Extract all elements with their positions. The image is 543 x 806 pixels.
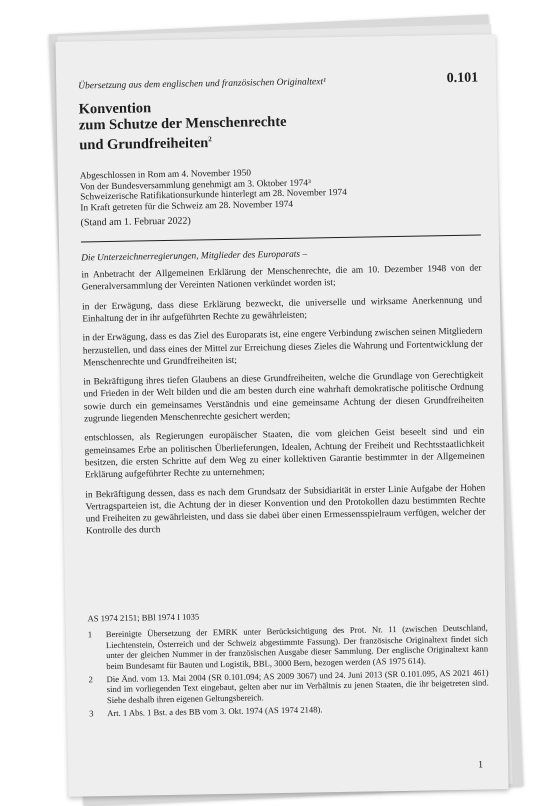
footnote-text: Die Änd. vom 13. Mai 2004 (SR 0.101.094; AS 2009 3067) und 24. Juni 2013 (SR 0.101.095, AS 2021 461) sind im vorliegenden Text eingebaut, gelten aber nur im Verhältnis zu jenen Staaten, die ihr beigetreten sind. Siehe deshalb ihren eigenen Geltungsbereich. bbox=[106, 667, 489, 705]
document-meta bbox=[80, 164, 481, 229]
footnote bbox=[88, 667, 488, 705]
meta-line: Von der Bundesversammlung genehmigt am 3. Oktober 1974³ bbox=[79, 178, 311, 193]
page-header bbox=[78, 71, 478, 94]
header-subtitle: Übersetzung aus dem englischen und französischen Originaltext¹ bbox=[78, 77, 326, 92]
title-footnote-ref: 2 bbox=[208, 135, 212, 144]
footnotes bbox=[87, 606, 489, 722]
page-content bbox=[78, 71, 486, 546]
preamble-lead: Die Unterzeichnerregierungen, Mitglieder des Europarats – bbox=[81, 249, 308, 264]
preamble-paragraph: in Anbetracht der Allgemeinen Erklärung der Menschenrechte, die am 10. Dezember 1948 von der Generalversammlung der Vereinten Nationen verkündet worden ist; bbox=[81, 263, 482, 293]
footnote-number: 1 bbox=[87, 629, 93, 640]
meta-line: Abgeschlossen in Rom am 4. November 1950 bbox=[79, 168, 252, 182]
meta-line: In Kraft getreten für die Schweiz am 28. November 1974 bbox=[80, 199, 294, 214]
preamble-paragraph: in Bekräftigung ihres tiefen Glaubens an diese Grundfreiheiten, welche die Grundlage von Gerechtigkeit und Frieden in der Welt bilden und die am besten durch eine wahrhaft demokratische politische Ordnung sowie durch ein gemeinsames Verständnis und eine gemeinsame Achtung der diesen Grundfreiheiten zugrunde liegenden Menschenrechte gesichert werden; bbox=[83, 370, 484, 425]
sr-number: 0.101 bbox=[446, 70, 479, 87]
source-reference: AS 1974 2151; BBl 1974 I 1035 bbox=[87, 611, 200, 624]
footnote-text: Art. 1 Abs. 1 Bst. a des BB vom 3. Okt. 1974 (AS 1974 2148). bbox=[107, 704, 323, 719]
title-line-2: zum Schutze der Menschenrechte bbox=[78, 113, 287, 134]
meta-line: Schweizerische Ratifikationsurkunde hinterlegt am 28. November 1974 bbox=[80, 188, 347, 203]
document-title bbox=[78, 95, 479, 154]
document-page bbox=[55, 34, 508, 797]
footnote-number: 2 bbox=[88, 674, 93, 685]
preamble-paragraph: entschlossen, als Regierungen europäischer Staaten, die vom gleichen Geist beseelt sind und ein gemeinsames Erbe an politischen Überlieferungen, Idealen, Achtung der Freiheit und Rechtsstaatlichkeit besitzen, die ersten Schritte auf dem Weg zu einer kollektiven Garantie bestimmter in der Allgemeinen Erklärung aufgeführter Rechte zu unternehmen; bbox=[84, 426, 485, 481]
page-number: 1 bbox=[478, 759, 484, 771]
title-line-3: und Grundfreiheiten bbox=[79, 135, 209, 154]
preamble-paragraph: in Bekräftigung dessen, dass es nach dem Grundsatz der Subsidiarität in erster Linie Aufgabe der Hohen Vertragsparteien ist, die Achtung der in dieser Konvention und den Protokollen dazu bestimmten Rechte und Freiheiten zu gewährleisten, und dass sie dabei über einen Ermessensspielraum verfügen, welcher der Kontrolle des durch bbox=[85, 483, 486, 537]
footnote-text: Bereinigte Übersetzung der EMRK unter Berücksichtigung des Prot. Nr. 11 (zwischen Deutschland, Liechtenstein, Österreich und der Schweiz abgestimmte Fassung). Der französische Originaltext findet sich unter der gleichen Nummer in der französischen Ausgabe dieser Sammlung. Der englische Originaltext kann beim Bundesamt für Bauten und Logistik, BBL, 3000 Bern, bezogen werden (AS 1975 614). bbox=[105, 622, 489, 671]
footnote-number: 3 bbox=[89, 708, 94, 719]
separator-rule bbox=[81, 234, 481, 242]
preamble bbox=[81, 245, 486, 538]
preamble-paragraph: in der Erwägung, dass diese Erklärung bezweckt, die universelle und wirksame Anerkennung und Einhaltung der in ihr aufgeführten Rechte zu gewährleisten; bbox=[81, 295, 483, 325]
preamble-paragraph: in der Erwägung, dass es das Ziel des Europarats ist, eine engere Verbindung zwischen seinen Mitgliedern herzustellen, und dass eines der Mittel zur Erreichung dieses Zieles die Wahrung und Fortentwicklung der Menschenrechte und Grundfreiheiten ist; bbox=[82, 326, 483, 369]
footnote bbox=[88, 623, 489, 672]
title-line-1: Konvention bbox=[78, 100, 152, 118]
stand-date: (Stand am 1. Februar 2022) bbox=[80, 215, 191, 229]
